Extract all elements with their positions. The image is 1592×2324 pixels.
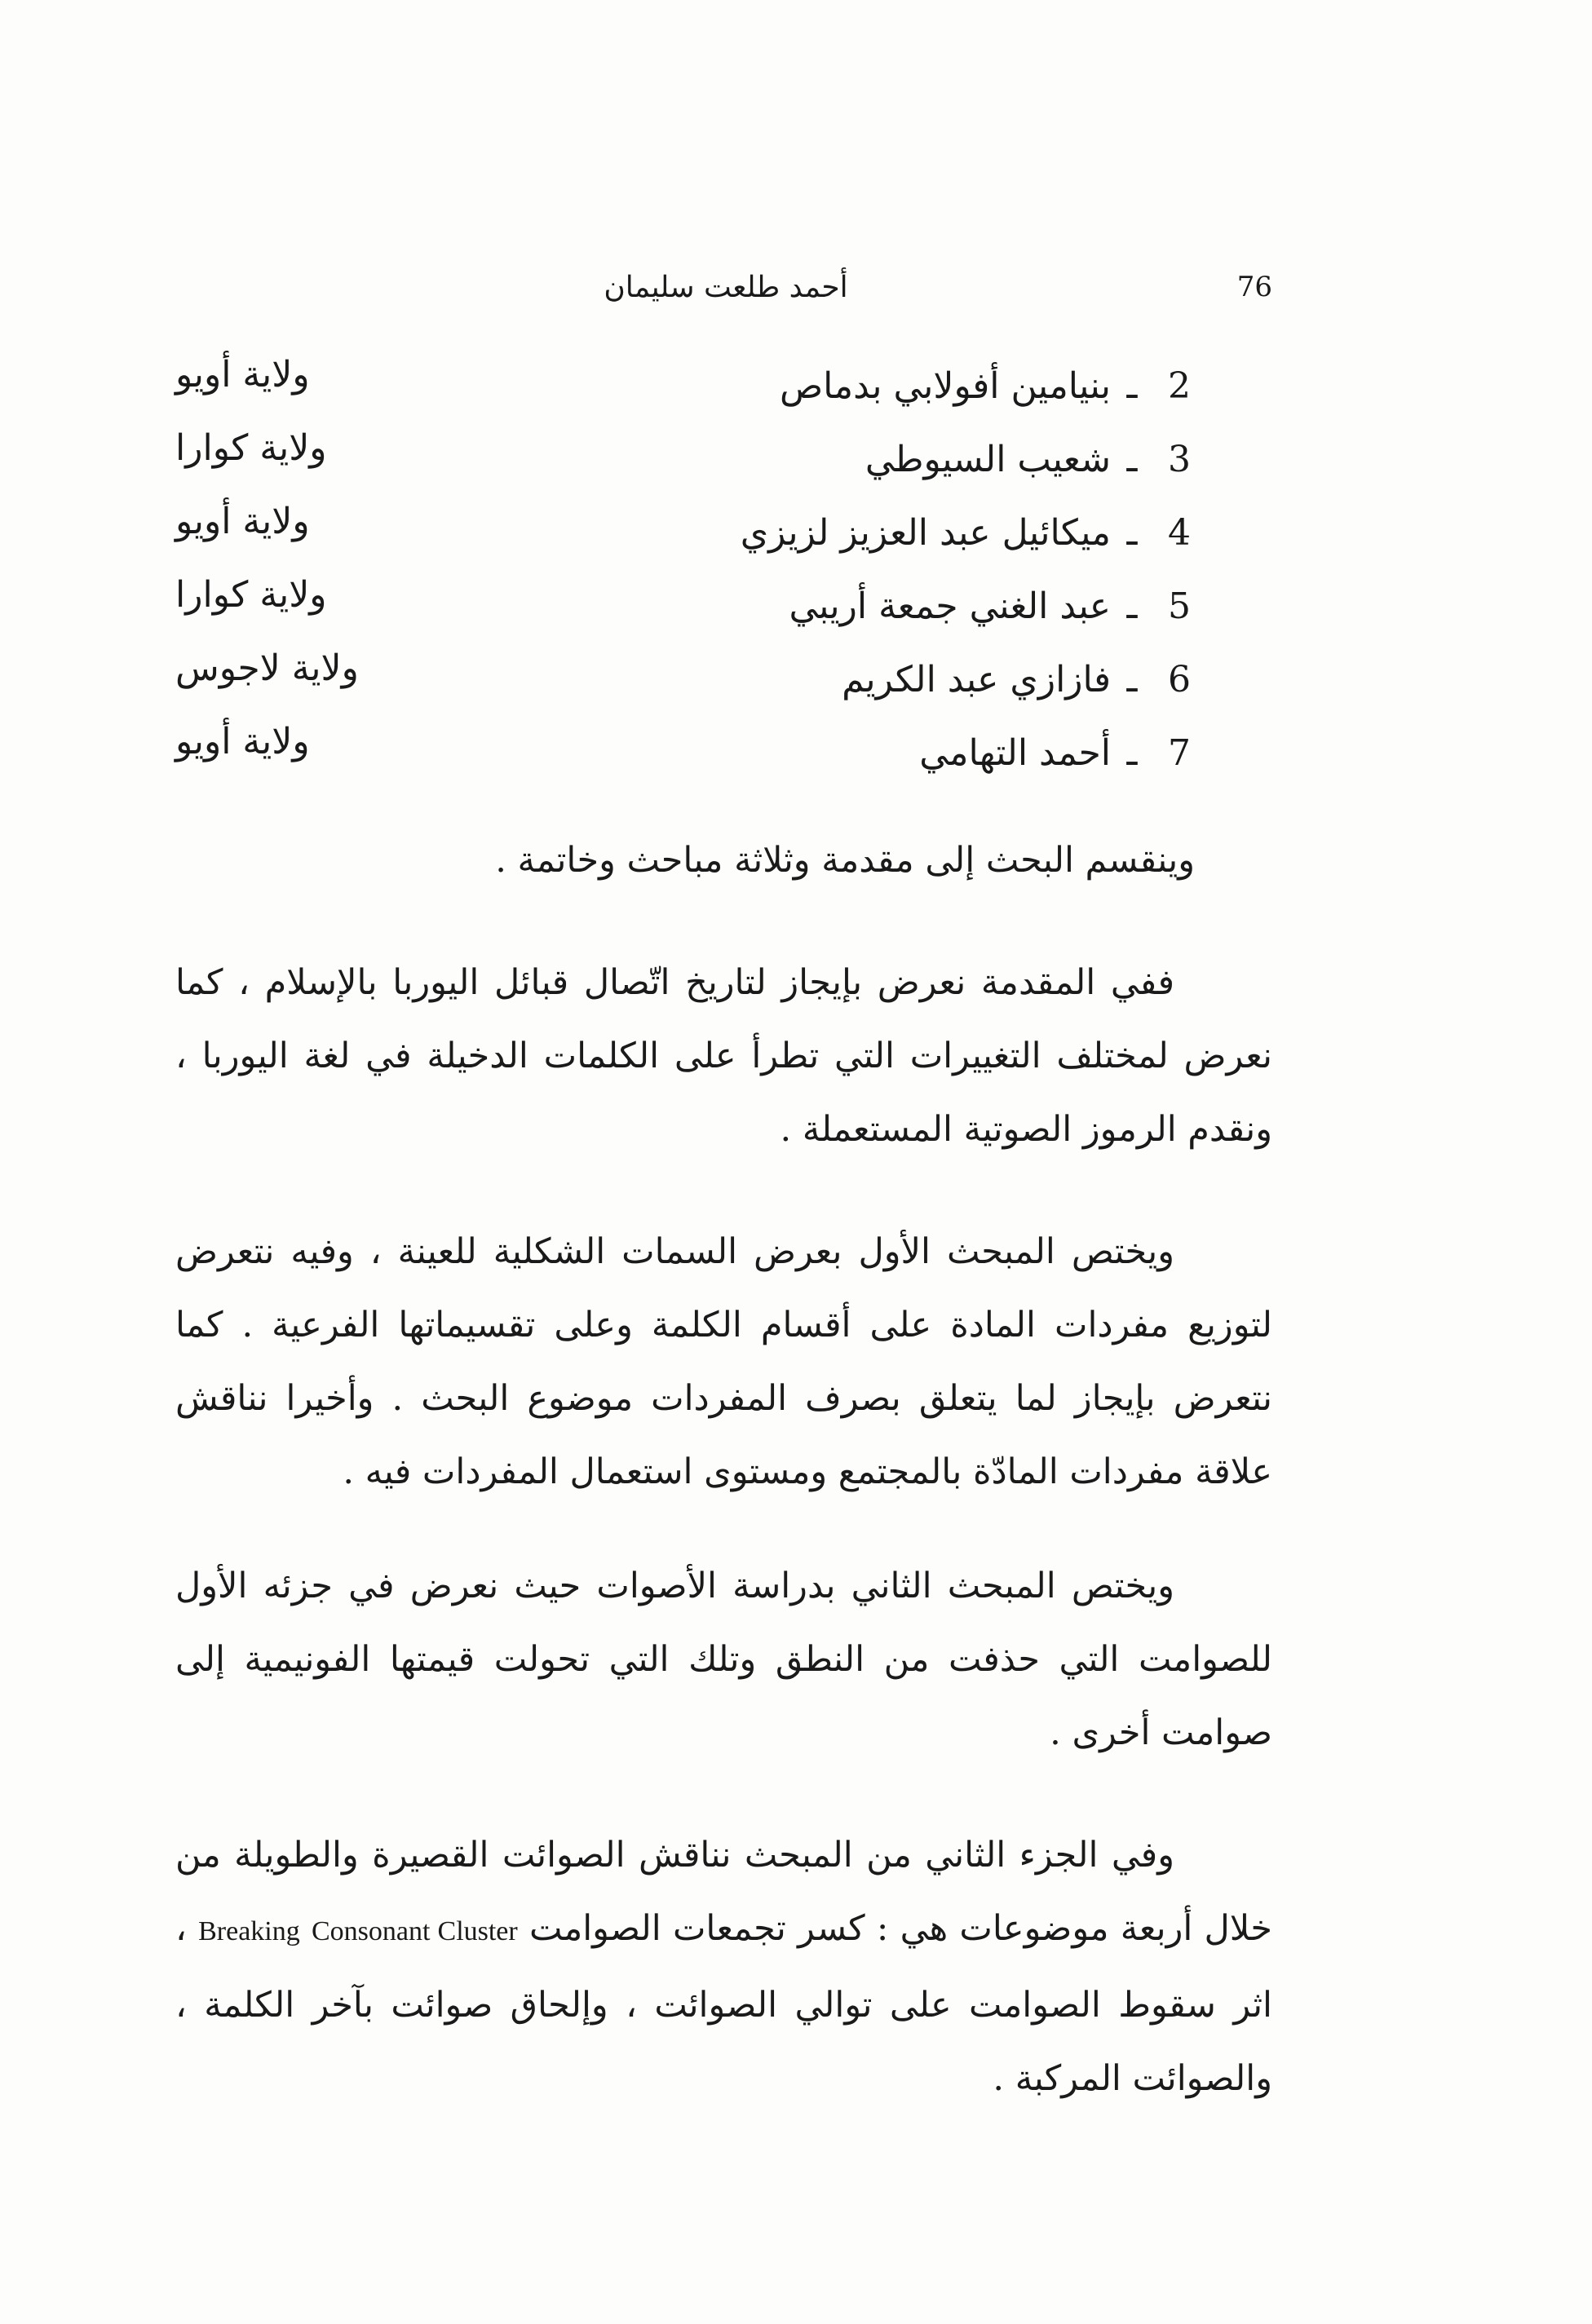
list-item-name: أحمد التهامي	[919, 732, 1111, 774]
page-number: 76	[1236, 271, 1272, 303]
list-item-state: ولاية كوارا	[175, 574, 327, 616]
paragraph-introduction: ففي المقدمة نعرض بإيجاز لتاريخ اتّصال قبائل اليوربا بالإسلام ، كما نعرض لمختلف التغييرات التي تطرأ على الكلمات الدخيلة في لغة اليوربا ، ونقدم الرموز الصوتية المستعملة .	[175, 962, 1272, 1150]
page-header	[179, 271, 1272, 320]
list-item-name: شعيب السيوطي	[865, 439, 1111, 480]
list-item	[175, 721, 1191, 797]
latin-term: Consonant Cluster	[312, 1916, 518, 1946]
list-item-dash: ـ	[1126, 512, 1138, 554]
list-item-dash: ـ	[1126, 732, 1138, 774]
list-item-number: 2	[1168, 365, 1191, 407]
list-item-name: بنيامين أفولابي بدماص	[779, 365, 1111, 407]
list-item-dash: ـ	[1126, 585, 1138, 627]
paragraph-structure: وينقسم البحث إلى مقدمة وثلاثة مباحث وخاتمة .	[495, 840, 1195, 881]
list-item	[175, 574, 1191, 651]
list-item-number: 4	[1168, 512, 1191, 554]
list-item-number: 7	[1168, 732, 1191, 774]
paragraph-first-section: ويختص المبحث الأول بعرض السمات الشكلية للعينة ، وفيه نتعرض لتوزيع مفردات المادة على أقسام الكلمة وعلى تقسيماتها الفرعية . كما نتعرض بإيجاز لما يتعلق بصرف المفردات موضوع البحث . وأخيرا نناقش علاقة مفردات المادّة بالمجتمع ومستوى استعمال المفردات فيه .	[175, 1231, 1272, 1492]
list-item-number: 5	[1168, 585, 1191, 627]
list-item	[175, 647, 1191, 724]
list-item-dash: ـ	[1126, 439, 1138, 480]
list-item-state: ولاية أويو	[175, 501, 310, 542]
list-item-state: ولاية لاجوس	[175, 647, 359, 689]
list-item-name: فازازي عبد الكريم	[842, 659, 1111, 700]
list-item-dash: ـ	[1126, 365, 1138, 407]
participants-list	[175, 354, 1191, 822]
list-item-name: ميكائيل عبد العزيز لزيزي	[740, 512, 1111, 554]
list-item	[175, 354, 1191, 431]
list-item-number: 3	[1168, 439, 1191, 480]
paragraph-vowels: وفي الجزء الثاني من المبحث نناقش الصوائت القصيرة والطويلة من خلال أربعة موضوعات هي : كسر تجمعات الصوامت Consonant Cluster Breaking ، اثر سقوط الصوامت على توالي الصوائت ، وإلحاق صوائت بآخر الكلمة ، والصوائت المركبة .	[175, 1835, 1272, 2099]
paragraph-second-section: ويختص المبحث الثاني بدراسة الأصوات حيث نعرض في جزئه الأول للصوامت التي حذفت من النطق وتلك التي تحولت قيمتها الفونيمية إلى صوامت أخرى .	[175, 1566, 1272, 1753]
latin-term: Breaking	[198, 1916, 300, 1946]
running-head: أحمد طلعت سليمان	[604, 271, 848, 304]
list-item-dash: ـ	[1126, 659, 1138, 700]
list-item	[175, 427, 1191, 504]
list-item-state: ولاية أويو	[175, 721, 310, 762]
list-item-state: ولاية أويو	[175, 354, 310, 395]
list-item-state: ولاية كوارا	[175, 427, 327, 469]
list-item	[175, 501, 1191, 577]
list-item-number: 6	[1168, 659, 1191, 700]
list-item-name: عبد الغني جمعة أريبي	[789, 585, 1111, 627]
